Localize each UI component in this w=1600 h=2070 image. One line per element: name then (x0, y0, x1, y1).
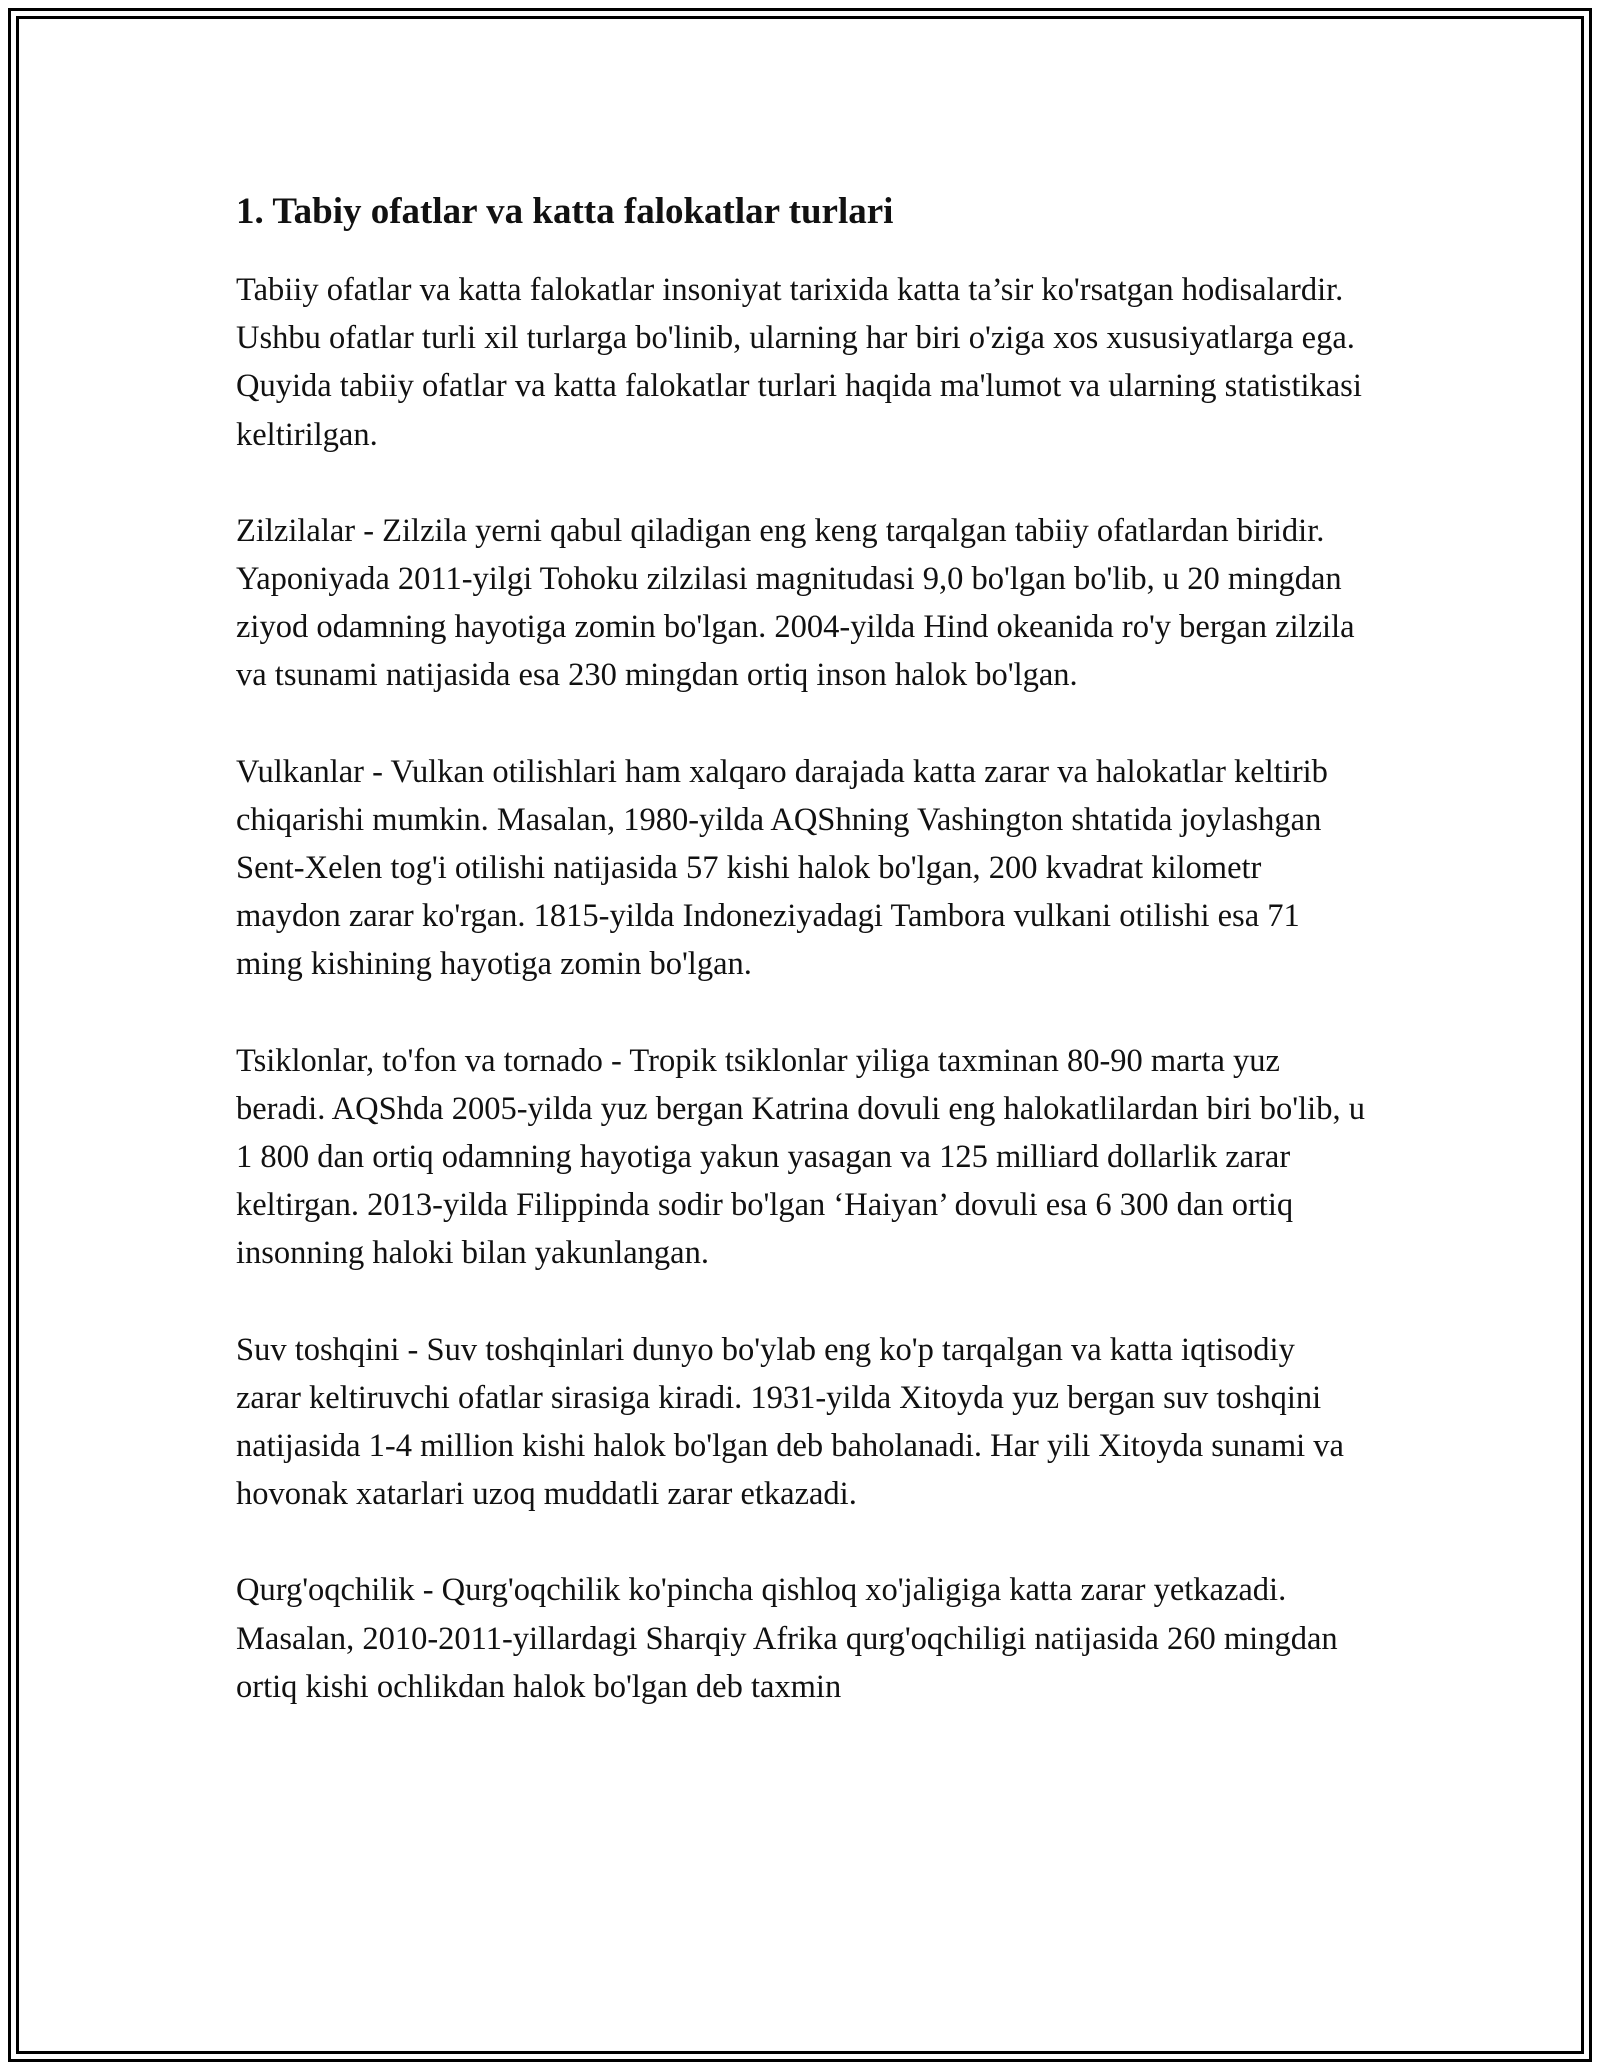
section-heading: 1. Tabiy ofatlar va katta falokatlar turlari (236, 191, 894, 232)
volcanoes-paragraph: Vulkanlar - Vulkan otilishlari ham xalqaro darajada katta zarar va halokatlar keltirib chiqarishi mumkin. Masalan, 1980-yilda AQShning Vashington shtatida joylashgan Sent-Xelen tog'i otilishi natijasida 57 kishi halok bo'lgan, 200 kvadrat kilometr maydon zarar ko'rgan. 1815-yilda Indoneziyadagi Tambora vulkani otilishi esa 71 ming kishining hayotiga zomin bo'lgan. (236, 753, 1328, 983)
drought-paragraph: Qurg'oqchilik - Qurg'oqchilik ko'pincha qishloq xo'jaligiga katta zarar yetkazadi. Masalan, 2010-2011-yillardagi Sharqiy Afrika qurg'oqchiligi natijasida 260 mingdan ortiq kishi ochlikdan halok bo'lgan deb taxmin (236, 1572, 1338, 1705)
cyclones-paragraph: Tsiklonlar, to'fon va tornado - Tropik tsiklonlar yiliga taxminan 80-90 marta yuz beradi. AQShda 2005-yilda yuz bergan Katrina dovuli eng halokatlilardan biri bo'lib, u 1 800 dan ortiq odamning hayotiga yakun yasagan va 125 milliard dollarlik zarar keltirgan. 2013-yilda Filippinda sodir bo'lgan ‘Haiyan’ dovuli esa 6 300 dan ortiq insonning haloki bilan yakunlangan. (236, 1042, 1365, 1272)
document-body (236, 186, 1366, 1759)
earthquakes-paragraph: Zilzilalar - Zilzila yerni qabul qiladigan eng keng tarqalgan tabiiy ofatlardan biridir. Yaponiyada 2011-yilgi Tohoku zilzilasi magnitudasi 9,0 bo'lgan bo'lib, u 20 mingdan ziyod odamning hayotiga zomin bo'lgan. 2004-yilda Hind okeanida ro'y bergan zilzila va tsunami natijasida esa 230 mingdan ortiq inson halok bo'lgan. (236, 512, 1355, 694)
floods-paragraph: Suv toshqini - Suv toshqinlari dunyo bo'ylab eng ko'p tarqalgan va katta iqtisodiy zarar keltiruvchi ofatlar sirasiga kiradi. 1931-yilda Xitoyda yuz bergan suv toshqini natijasida 1-4 million kishi halok bo'lgan deb baholanadi. Har yili Xitoyda sunami va hovonak xatarlari uzoq muddatli zarar etkazadi. (236, 1331, 1344, 1513)
intro-paragraph: Tabiiy ofatlar va katta falokatlar insoniyat tarixida katta ta’sir ko'rsatgan hodisalardir. Ushbu ofatlar turli xil turlarga bo'linib, ularning har biri o'ziga xos xususiyatlarga ega. Quyida tabiiy ofatlar va katta falokatlar turlari haqida ma'lumot va ularning statistikasi keltirilgan. (236, 272, 1362, 453)
